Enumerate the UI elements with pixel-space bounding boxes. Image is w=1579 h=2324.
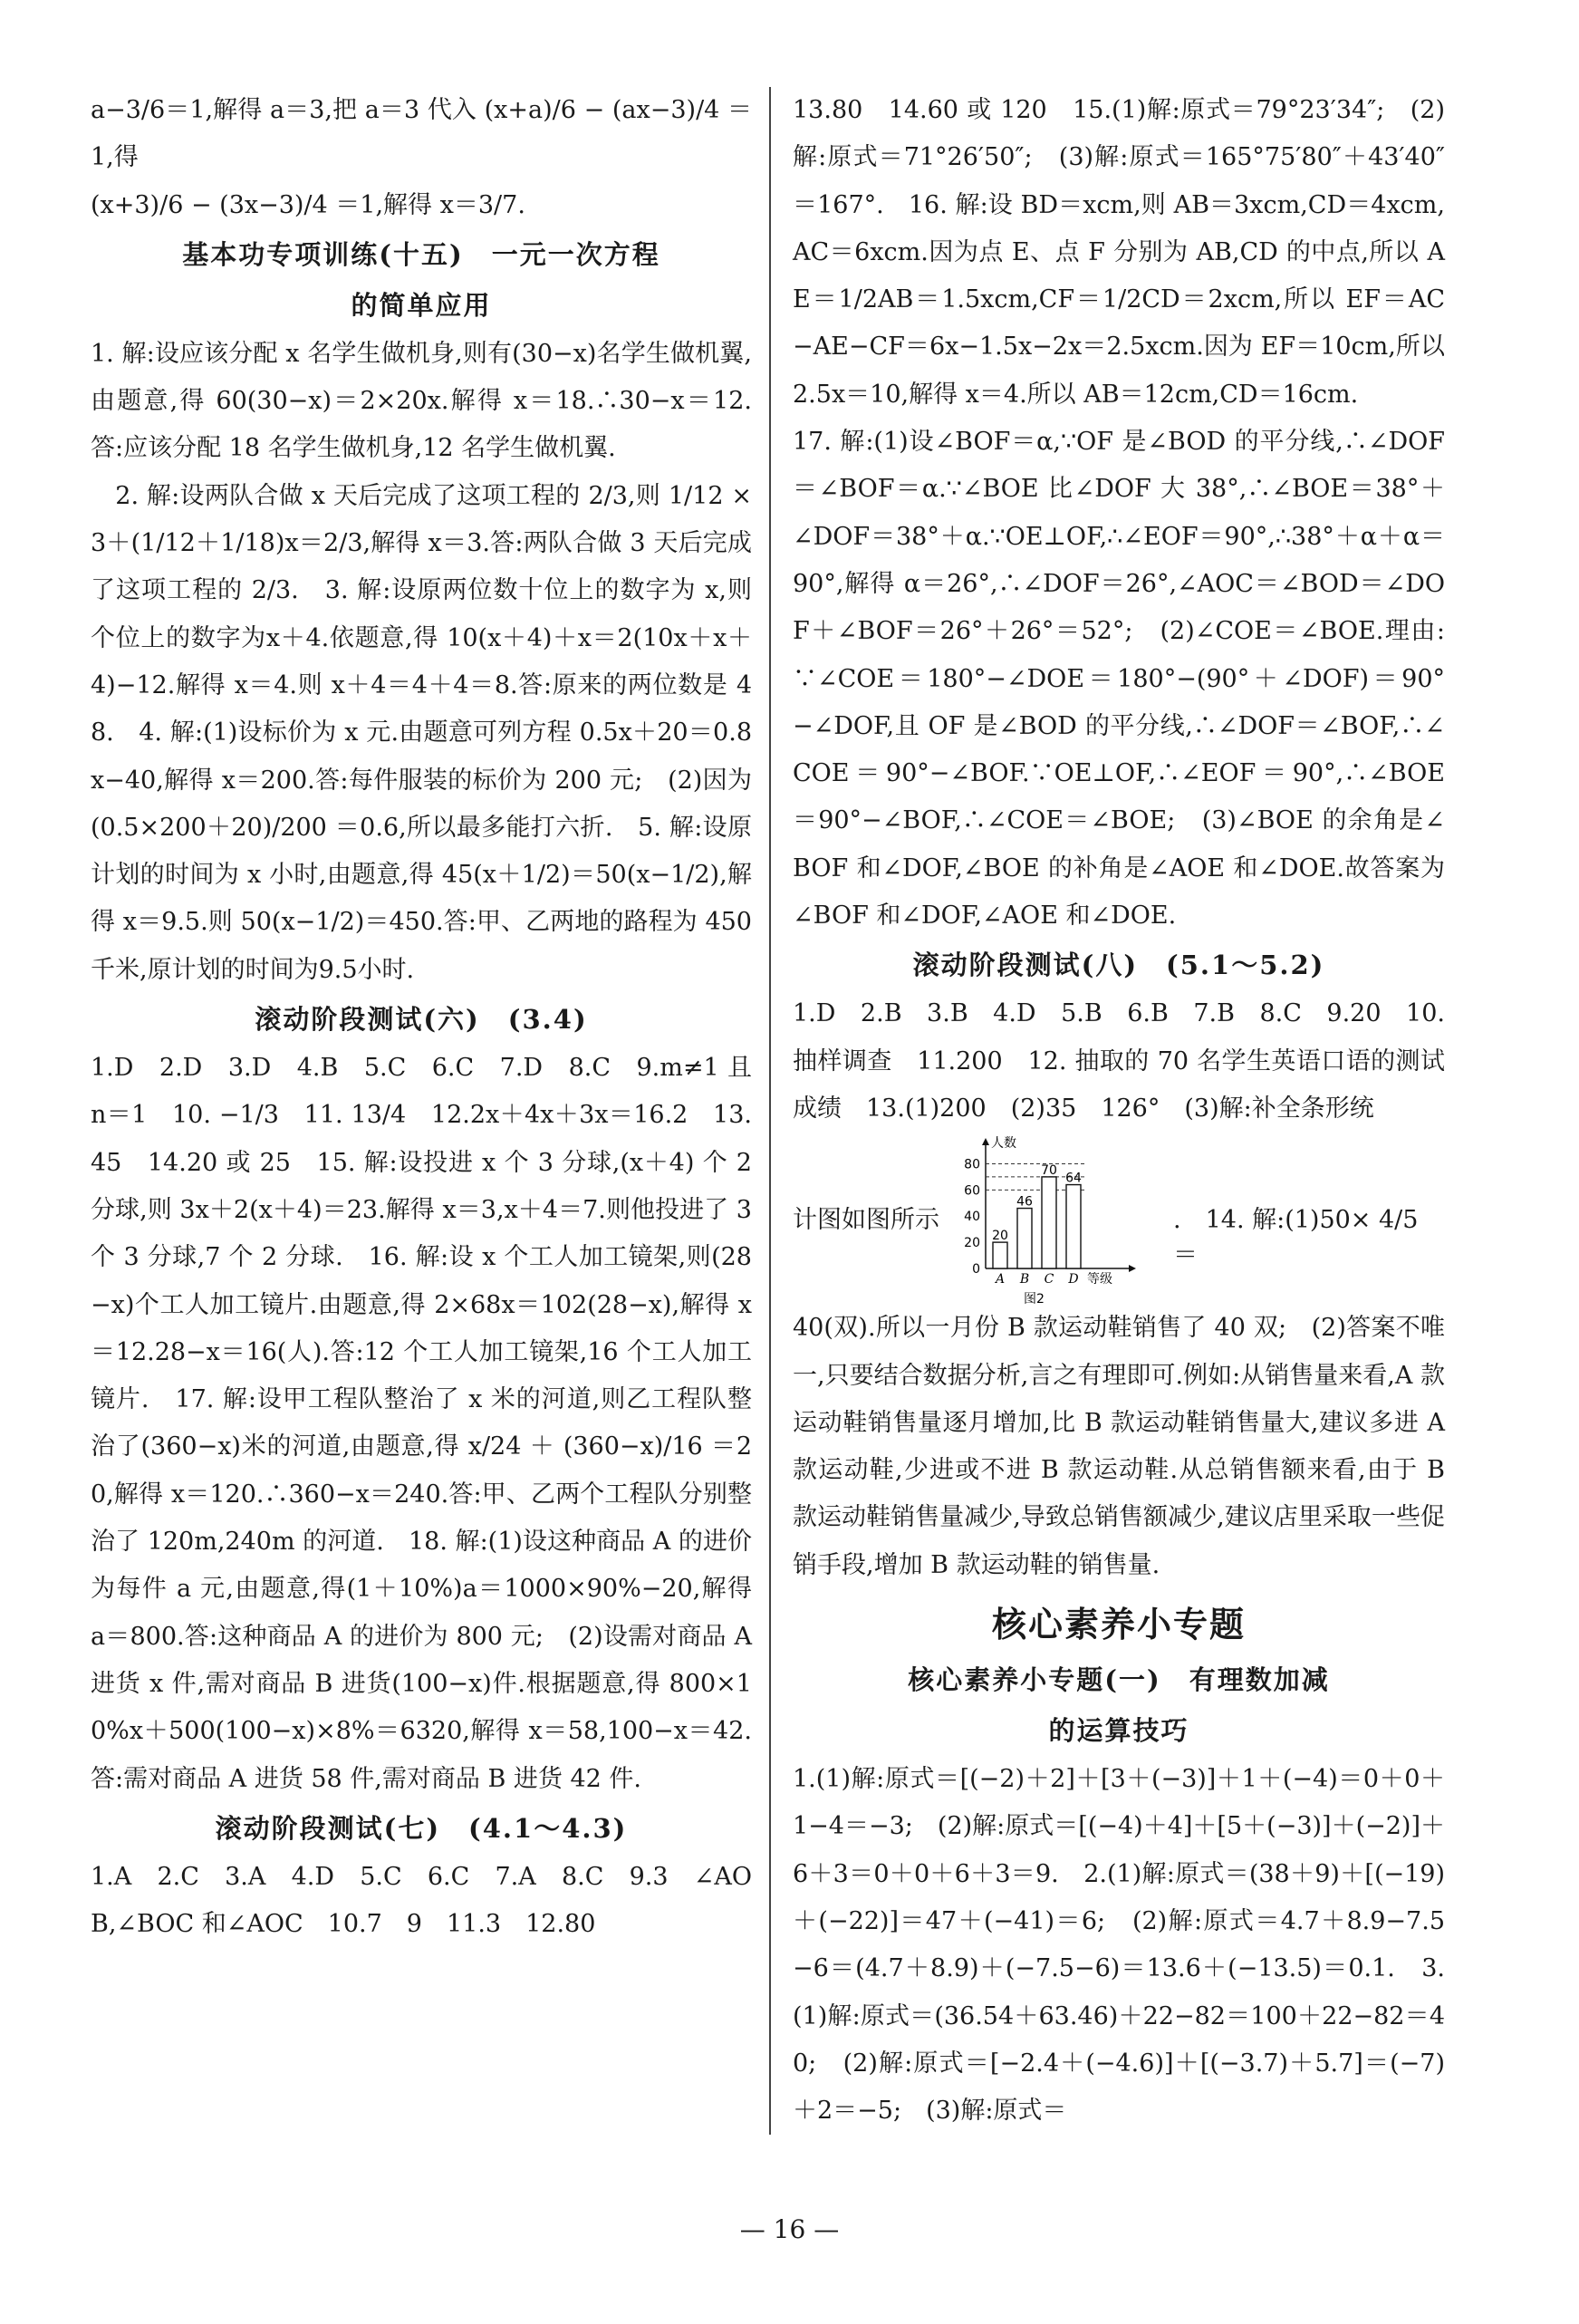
section-heading: 的运算技巧 — [1048, 1715, 1189, 1747]
paragraph: 1.D 2.D 3.D 4.B 5.C 6.C 7.D 8.C 9.m≠1 且 n＝1 10. −1/3 11. 13/4 12.2x＋4x＋3x＝16.2 13.45 14.20 或 25 15. 解:设投进 x 个 3 分球,(x＋4) 个 2 分球,则 3x＋2(x＋4)＝23.解得 x＝3,x＋4＝7.则他投进了 3 个 3 分球,7 个 2 分球. 16. 解:设 x 个工人加工镜架,则(28−x)个工人加工镜片.由题意,得 2×68x＝102(28−x),解得 x＝12.28−x＝16(人).答:12 个工人加工镜架,16 个工人加工镜片. 17. 解:设甲工程队整治了 x 米的河道,则乙工程队整治了(360−x)米的河道,由题意,得 x/24 ＋ (360−x)/16 ＝20,解得 x＝120.∴360−x＝240.答:甲、乙两个工程队分别整治了 120m,240m 的河道. 18. 解:(1)设这种商品 A 的进价为每件 a 元,由题意,得(1＋10%)a＝1000×90%−20,解得 a＝800.答:这种商品 A 的进价为 800 元; (2)设需对商品 A 进货 x 件,需对商品 B 进货(100−x)件.根据题意,得 800×10%x＋500(100−x)×8%＝6320,解得 x＝58,100−x＝42.答:需对商品 A 进货 58 件,需对商品 B 进货 42 件. — [91, 1054, 752, 1793]
right-column-bottom — [793, 1305, 1445, 2135]
paragraph: 1.D 2.B 3.B 4.D 5.B 6.B 7.B 8.C 9.20 10. 抽样调查 11.200 12. 抽取的 70 名学生英语口语的测试成绩 13.(1)200 (2)35 126° (3)解:补全条形统 — [793, 999, 1445, 1123]
paragraph: 17. 解:(1)设∠BOF＝α,∵OF 是∠BOD 的平分线,∴∠DOF＝∠BOF＝α.∵∠BOE 比∠DOF 大 38°,∴∠BOE＝38°＋∠DOF＝38°＋α.∵OE⊥OF,∴∠EOF＝90°,∴38°＋α＋α＝90°,解得 α＝26°,∴∠DOF＝26°,∠AOC＝∠BOD＝∠DOF＋∠BOF＝26°＋26°＝52°; (2)∠COE＝∠BOE.理由:∵∠COE＝180°−∠DOE＝180°−(90°＋∠DOF)＝90°−∠DOF,且 OF 是∠BOD 的平分线,∴∠DOF＝∠BOF,∴∠COE＝90°−∠BOF.∵OE⊥OF,∴∠EOF＝90°,∴∠BOE＝90°−∠BOF,∴∠COE＝∠BOE; (3)∠BOE 的余角是∠BOF 和∠DOF,∠BOE 的补角是∠AOE 和∠DOE.故答案为∠BOF 和∠DOF,∠AOE 和∠DOE. — [793, 428, 1445, 931]
section-heading: 的简单应用 — [351, 289, 492, 321]
paragraph: 13.80 14.60 或 120 15.(1)解:原式＝79°23′34″; (2)解:原式＝71°26′50″; (3)解:原式＝165°75′80″＋43′40″＝167°. 16. 解:设 BD＝xcm,则 AB＝3xcm,CD＝4xcm,AC＝6xcm.因为点 E、点 F 分别为 AB,CD 的中点,所以 AE＝1/2AB＝1.5xcm,CF＝1/2CD＝2xcm,所以 EF＝AC−AE−CF＝6x−1.5x−2x＝2.5xcm.因为 EF＝10cm,所以 2.5x＝10,解得 x＝4.所以 AB＝12cm,CD＝16cm. — [793, 96, 1445, 409]
right-column-top — [793, 87, 1445, 1133]
section-heading: 核心素养小专题(一) 有理数加减 — [908, 1664, 1330, 1696]
x-tick-label: B — [1019, 1272, 1030, 1287]
chart-inline-text-right: . 14. 解:(1)50× 4/5 ＝ — [1173, 1206, 1419, 1270]
left-column — [91, 87, 752, 1948]
page-number: — 16 — — [739, 2214, 840, 2244]
y-tick-label: 0 — [972, 1262, 980, 1278]
paragraph: (x+3)/6 − (3x−3)/4 ＝1,解得 x＝3/7. — [91, 190, 525, 219]
bar — [1017, 1209, 1032, 1268]
y-tick-label: 80 — [964, 1157, 980, 1172]
section-heading: 滚动阶段测试(七) (4.1～4.3) — [215, 1812, 628, 1844]
bar-data-label: 46 — [1016, 1194, 1033, 1210]
column-divider — [769, 87, 771, 2135]
bar — [1066, 1185, 1081, 1268]
bar-data-label: 70 — [1041, 1163, 1057, 1179]
right-column — [793, 87, 1445, 2135]
x-axis-arrow — [1129, 1265, 1136, 1272]
paragraph: 40(双).所以一月份 B 款运动鞋销售了 40 双; (2)答案不唯一,只要结合数据分析,言之有理即可.例如:从销售量来看,A 款运动鞋销售量逐月增加,比 B 款运动鞋销售量大,建议多进 A 款运动鞋,少进或不进 B 款运动鞋.从总销售额来看,由于 B 款运动鞋销售量减少,导致总销售额减少,建议店里采取一些促销手段,增加 B 款运动鞋的销售量. — [793, 1314, 1445, 1579]
bar — [993, 1242, 1007, 1268]
bar — [1042, 1177, 1056, 1268]
section-heading: 基本功专项训练(十五) 一元一次方程 — [182, 238, 660, 270]
chart-title: 图2 — [1024, 1292, 1045, 1306]
paragraph: 2. 解:设两队合做 x 天后完成了这项工程的 2/3,则 1/12 × 3＋(1/12＋1/18)x＝2/3,解得 x＝3.答:两队合做 3 天后完成了这项工程的 2/3. 3. 解:设原两位数十位上的数字为 x,则个位上的数字为x＋4.依题意,得 10(x＋4)＋x＝2(10x＋x＋4)−12.解得 x＝4.则 x＋4＝4＋4＝8.答:原来的两位数是 48. 4. 解:(1)设标价为 x 元.由题意可列方程 0.5x＋20＝0.8x−40,解得 x＝200.答:每件服装的标价为 200 元; (2)因为 (0.5×200＋20)/200 ＝0.6,所以最多能打六折. 5. 解:设原计划的时间为 x 小时,由题意,得 45(x＋1/2)＝50(x−1/2),解得 x＝9.5.则 50(x−1/2)＝450.答:甲、乙两地的路程为 450 千米,原计划的时间为9.5小时. — [91, 481, 752, 984]
chart-inline-text-left: 计图如图所示 — [793, 1206, 939, 1235]
paragraph: a−3/6＝1,解得 a＝3,把 a＝3 代入 (x+a)/6 − (ax−3)/4 ＝1,得 — [91, 96, 752, 172]
bar-data-label: 64 — [1065, 1171, 1082, 1186]
x-tick-label: D — [1068, 1272, 1079, 1287]
section-heading: 滚动阶段测试(八) (5.1～5.2) — [912, 950, 1325, 981]
x-tick-label: C — [1044, 1272, 1054, 1287]
y-tick-label: 60 — [964, 1183, 980, 1199]
y-tick-label: 20 — [964, 1236, 980, 1251]
paragraph: 1.(1)解:原式＝[(−2)＋2]＋[3＋(−3)]＋1＋(−4)＝0＋0＋1−4＝−3; (2)解:原式＝[(−4)＋4]＋[5＋(−3)]＋(−2)]＋6＋3＝0＋0＋6＋3＝9. 2.(1)解:原式＝(38＋9)＋[(−19)＋(−22)]＝47＋(−41)＝6; (2)解:原式＝4.7＋8.9−7.5−6＝(4.7＋8.9)＋(−7.5−6)＝13.6＋(−13.5)＝0.1. 3.(1)解:原式＝(36.54＋63.46)＋22−82＝100＋22−82＝40; (2)解:原式＝[−2.4＋(−4.6)]＋[(−3.7)＋5.7]＝(−7)＋2＝−5; (3)解:原式＝ — [793, 1765, 1445, 2126]
x-axis-label: 等级 — [1087, 1272, 1112, 1287]
paragraph: 1. 解:设应该分配 x 名学生做机身,则有(30−x)名学生做机翼,由题意,得 60(30−x)＝2×20x.解得 x＝18.∴30−x＝12.答:应该分配 18 名学生做机身,12 名学生做机翼. — [91, 339, 752, 463]
bar-chart-section — [793, 1133, 1445, 1305]
bar-data-label: 20 — [992, 1229, 1008, 1244]
section-heading: 核心素养小专题 — [991, 1604, 1246, 1645]
y-axis-label: 人数 — [991, 1136, 1016, 1152]
y-axis-arrow — [982, 1138, 989, 1145]
bar-chart — [951, 1133, 1160, 1305]
x-tick-label: A — [995, 1272, 1006, 1287]
section-heading: 滚动阶段测试(六) (3.4) — [255, 1004, 588, 1036]
y-tick-label: 40 — [964, 1210, 980, 1225]
paragraph: 1.A 2.C 3.A 4.D 5.C 6.C 7.A 8.C 9.3 ∠AOB,∠BOC 和∠AOC 10.7 9 11.3 12.80 — [91, 1862, 752, 1939]
